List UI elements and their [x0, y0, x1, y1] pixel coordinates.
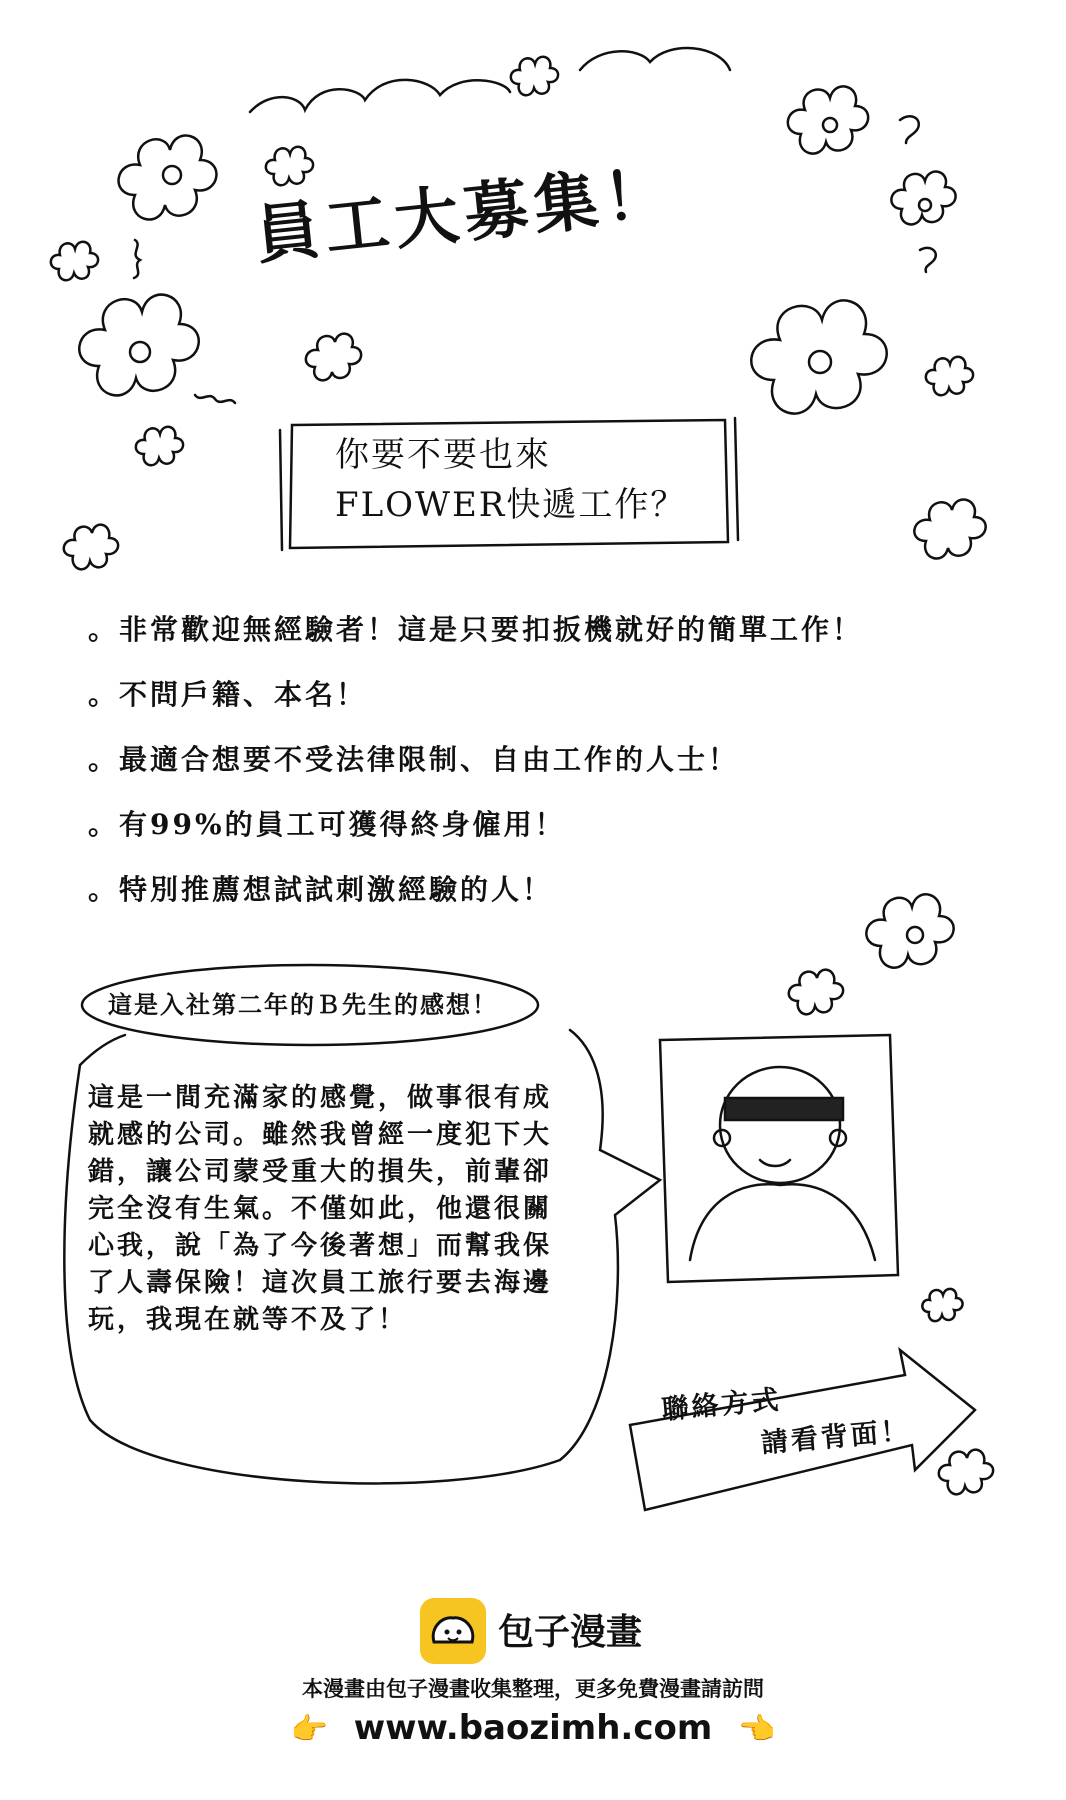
subtitle-line: 你要不要也來 [335, 435, 551, 475]
footer-note: 本漫畫由包子漫畫收集整理，更多免費漫畫請訪問 [302, 1677, 764, 1701]
flower-icon [891, 172, 955, 225]
flower-icon [788, 86, 868, 153]
testimonial-header: 這是入社第二年的Ｂ先生的感想！ [108, 990, 498, 1019]
flower-icon [119, 136, 217, 220]
portrait-photo [660, 1035, 898, 1282]
flower-icon [926, 357, 973, 395]
brand-logo-icon[interactable] [420, 1598, 486, 1664]
flower-icon [939, 1450, 993, 1495]
testimonial-line: 這是一間充滿家的感覺，做事很有成 [88, 1083, 553, 1113]
list-item: 。非常歡迎無經驗者！這是只要扣扳機就好的簡單工作！ [88, 613, 864, 646]
testimonial-line: 玩，我現在就等不及了！ [88, 1305, 408, 1335]
flower-icon [922, 1289, 962, 1321]
site-link[interactable]: www.baozimh.com [353, 1708, 713, 1748]
squiggle-icon [900, 116, 919, 143]
cloud-line-icon [580, 48, 730, 70]
testimonial-line: 了人壽保險！這次員工旅行要去海邊 [88, 1268, 553, 1298]
flower-icon [79, 295, 198, 396]
flower-icon [914, 500, 985, 559]
testimonial-line: 心我，說「為了今後著想」而幫我保 [88, 1231, 553, 1261]
pointing-right-icon: 👉 [290, 1712, 328, 1747]
squiggle-icon [920, 248, 936, 272]
flower-icon [64, 525, 118, 570]
squiggle-icon [195, 395, 235, 403]
bullet-list [88, 610, 863, 935]
footer-url-row [0, 1708, 1066, 1748]
flower-icon [866, 894, 953, 967]
contact-line: 請看背面！ [759, 1415, 912, 1460]
subtitle-line: FLOWER快遞工作？ [335, 485, 687, 525]
testimonial-line: 就感的公司。雖然我曾經一度犯下大 [88, 1120, 553, 1150]
testimonial-text [88, 1080, 568, 1339]
brand-name[interactable]: 包子漫畫 [498, 1612, 643, 1653]
subtitle [335, 430, 686, 530]
flower-icon [136, 427, 183, 465]
cloud-line-icon [250, 80, 510, 112]
flower-icon [789, 970, 843, 1015]
pointing-left-icon: 👈 [738, 1712, 776, 1747]
squiggle-icon [134, 240, 140, 278]
flower-icon [306, 334, 361, 381]
list-item: 。有99%的員工可獲得終身僱用！ [88, 808, 566, 841]
page-title: 員工大募集！ [251, 155, 678, 274]
testimonial-line: 完全沒有生氣。不僅如此，他還很關 [88, 1194, 553, 1224]
list-item: 。最適合想要不受法律限制、自由工作的人士！ [88, 743, 740, 776]
contact-line: 聯絡方式 [660, 1384, 783, 1426]
flower-icon [511, 57, 558, 95]
list-item: 。不問戶籍、本名！ [88, 678, 368, 711]
list-item: 。特別推薦想試試刺激經驗的人！ [88, 873, 554, 906]
testimonial-line: 錯，讓公司蒙受重大的損失，前輩卻 [88, 1157, 553, 1187]
flower-icon [751, 300, 886, 413]
flower-icon [51, 242, 98, 280]
